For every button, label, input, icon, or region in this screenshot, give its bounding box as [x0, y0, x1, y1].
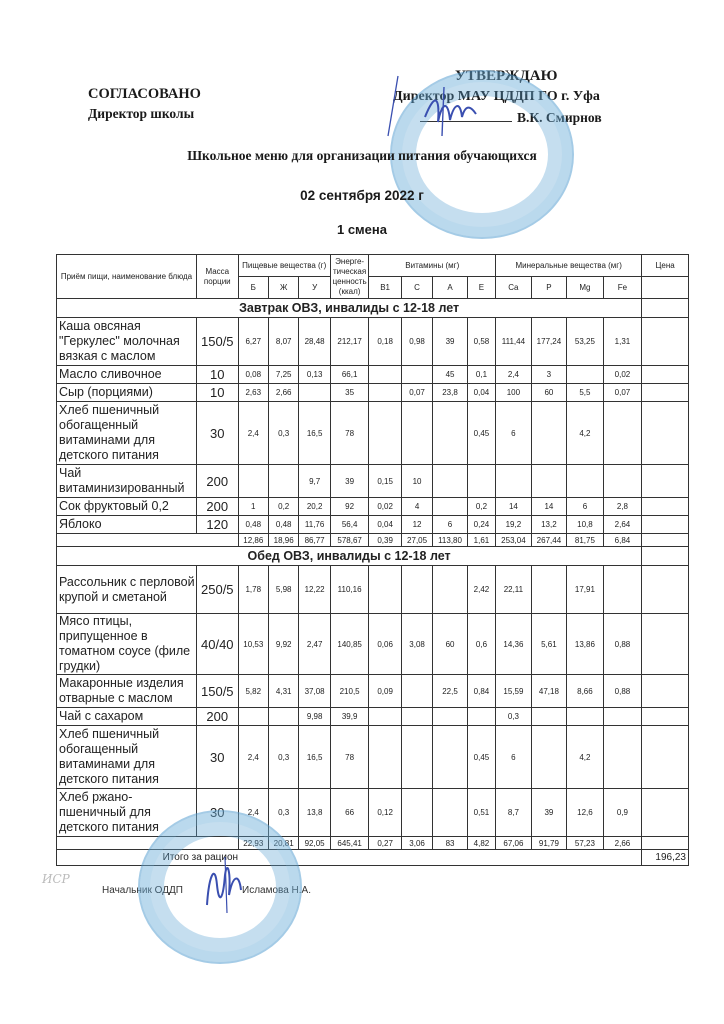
- price-cell: [642, 789, 689, 837]
- col-dish-header: Приём пищи, наименование блюда: [57, 255, 197, 299]
- total-spacer: [238, 850, 642, 866]
- value-c: 0,98: [401, 318, 432, 366]
- value-b: 2,63: [238, 384, 268, 402]
- value-u: 16,5: [299, 726, 330, 789]
- footer-position: Начальник ОДДП: [102, 885, 183, 896]
- value-a: [433, 498, 467, 516]
- subtotal-e: 1,61: [467, 534, 495, 547]
- value-a: [433, 708, 467, 726]
- value-e: 0,6: [467, 614, 495, 675]
- value-p: 60: [531, 384, 567, 402]
- page-title: Школьное меню для организации питания обучающихся: [187, 148, 537, 163]
- value-e: [467, 465, 495, 498]
- value-u: 9,7: [299, 465, 330, 498]
- dish-name: Рассольник с перловой крупой и сметаной: [57, 566, 197, 614]
- value-b1: 0,12: [369, 789, 401, 837]
- value-p: 47,18: [531, 675, 567, 708]
- value-a: [433, 402, 467, 465]
- price-cell: [642, 402, 689, 465]
- dish-mass: 250/5: [196, 566, 238, 614]
- value-c: [401, 708, 432, 726]
- value-c: 0,07: [401, 384, 432, 402]
- table-row: [57, 726, 689, 789]
- table-row: [57, 402, 689, 465]
- table-row: [57, 708, 689, 726]
- menu-date: 02 сентября 2022 г: [300, 188, 424, 203]
- approval-left-position: Директор школы: [88, 106, 195, 121]
- value-zh: 5,98: [268, 566, 298, 614]
- table-row: [57, 465, 689, 498]
- table-row: [57, 516, 689, 534]
- col-c-header: C: [401, 277, 432, 299]
- footer-name: Исламова Н.А.: [242, 885, 312, 896]
- value-kcal: 66: [330, 789, 369, 837]
- value-p: 14: [531, 498, 567, 516]
- value-ca: 15,59: [496, 675, 532, 708]
- subtotal-u: 86,77: [299, 534, 330, 547]
- dish-name: Сок фруктовый 0,2: [57, 498, 197, 516]
- value-e: 2,42: [467, 566, 495, 614]
- dish-mass: 30: [196, 789, 238, 837]
- value-p: 5,61: [531, 614, 567, 675]
- value-a: 45: [433, 366, 467, 384]
- subtotal-row: [57, 534, 689, 547]
- value-mg: [567, 708, 604, 726]
- value-b: [238, 465, 268, 498]
- value-ca: 14,36: [496, 614, 532, 675]
- value-ca: 22,11: [496, 566, 532, 614]
- value-b1: 0,04: [369, 516, 401, 534]
- value-b: 1: [238, 498, 268, 516]
- col-b-header: Б: [238, 277, 268, 299]
- subtotal-ca: 67,06: [496, 837, 532, 850]
- value-b1: [369, 726, 401, 789]
- value-c: 12: [401, 516, 432, 534]
- subtotal-mg: 57,23: [567, 837, 604, 850]
- value-u: 2,47: [299, 614, 330, 675]
- value-zh: 4,31: [268, 675, 298, 708]
- price-cell: [642, 708, 689, 726]
- value-fe: 1,31: [603, 318, 642, 366]
- menu-body: [57, 299, 689, 866]
- value-e: 0,1: [467, 366, 495, 384]
- value-zh: 0,2: [268, 498, 298, 516]
- price-cell: [642, 547, 689, 566]
- value-b: 2,4: [238, 789, 268, 837]
- value-b: 0,08: [238, 366, 268, 384]
- value-fe: 2,8: [603, 498, 642, 516]
- value-u: 9,98: [299, 708, 330, 726]
- value-c: [401, 675, 432, 708]
- value-b1: 0,09: [369, 675, 401, 708]
- total-label: Итого за рацион: [57, 850, 239, 866]
- subtotal-mg: 81,75: [567, 534, 604, 547]
- subtotal-a: 113,80: [433, 534, 467, 547]
- value-mg: 53,25: [567, 318, 604, 366]
- value-u: [299, 384, 330, 402]
- price-cell: [642, 566, 689, 614]
- header-row-1: [57, 255, 689, 277]
- value-zh: 7,25: [268, 366, 298, 384]
- value-a: [433, 566, 467, 614]
- value-a: 22,5: [433, 675, 467, 708]
- value-kcal: 56,4: [330, 516, 369, 534]
- value-fe: [603, 726, 642, 789]
- value-u: 37,08: [299, 675, 330, 708]
- subtotal-e: 4,82: [467, 837, 495, 850]
- dish-mass: 200: [196, 465, 238, 498]
- value-mg: [567, 465, 604, 498]
- value-kcal: 140,85: [330, 614, 369, 675]
- subtotal-b1: 0,27: [369, 837, 401, 850]
- value-p: 13,2: [531, 516, 567, 534]
- subtotal-row: [57, 837, 689, 850]
- dish-name: Сыр (порциями): [57, 384, 197, 402]
- value-b1: 0,06: [369, 614, 401, 675]
- dish-name: Хлеб ржано-пшеничный для детского питания: [57, 789, 197, 837]
- value-zh: 0,48: [268, 516, 298, 534]
- value-b1: [369, 708, 401, 726]
- subtotal-b: 22,93: [238, 837, 268, 850]
- value-b: 2,4: [238, 402, 268, 465]
- price-cell: [642, 726, 689, 789]
- value-fe: 2,64: [603, 516, 642, 534]
- col-ca-header: Ca: [496, 277, 532, 299]
- value-u: 16,5: [299, 402, 330, 465]
- value-e: 0,45: [467, 402, 495, 465]
- value-ca: 100: [496, 384, 532, 402]
- value-u: 12,22: [299, 566, 330, 614]
- value-b: [238, 708, 268, 726]
- value-b: 6,27: [238, 318, 268, 366]
- value-a: 60: [433, 614, 467, 675]
- value-kcal: 110,16: [330, 566, 369, 614]
- dish-mass: 40/40: [196, 614, 238, 675]
- value-kcal: 39: [330, 465, 369, 498]
- subtotal-b: 12,86: [238, 534, 268, 547]
- value-e: [467, 708, 495, 726]
- value-kcal: 35: [330, 384, 369, 402]
- subtotal-c: 27,05: [401, 534, 432, 547]
- value-p: 39: [531, 789, 567, 837]
- col-mg-header: Mg: [567, 277, 604, 299]
- value-zh: [268, 465, 298, 498]
- price-cell: [642, 614, 689, 675]
- value-ca: 0,3: [496, 708, 532, 726]
- value-mg: 6: [567, 498, 604, 516]
- value-fe: [603, 708, 642, 726]
- subtotal-label: [57, 534, 239, 547]
- section-title: Завтрак ОВЗ, инвалиды с 12-18 лет: [57, 299, 642, 318]
- col-energy-header: Энерге-тическая ценность (ккал): [330, 255, 369, 299]
- value-b1: [369, 384, 401, 402]
- value-p: 177,24: [531, 318, 567, 366]
- subtotal-p: 267,44: [531, 534, 567, 547]
- col-b1-header: B1: [369, 277, 401, 299]
- col-vitamins-header: Витамины (мг): [369, 255, 496, 277]
- value-mg: 10,8: [567, 516, 604, 534]
- value-c: [401, 789, 432, 837]
- dish-name: Каша овсяная "Геркулес" молочная вязкая с маслом: [57, 318, 197, 366]
- value-ca: [496, 465, 532, 498]
- approval-left-heading: СОГЛАСОВАНО: [88, 86, 201, 102]
- value-kcal: 66,1: [330, 366, 369, 384]
- value-ca: 2,4: [496, 366, 532, 384]
- value-kcal: 92: [330, 498, 369, 516]
- col-e-header: E: [467, 277, 495, 299]
- subtotal-zh: 20,81: [268, 837, 298, 850]
- value-e: 0,24: [467, 516, 495, 534]
- value-p: [531, 566, 567, 614]
- value-ca: 19,2: [496, 516, 532, 534]
- col-u-header: У: [299, 277, 330, 299]
- value-mg: 13,86: [567, 614, 604, 675]
- dish-mass: 200: [196, 708, 238, 726]
- value-fe: 0,02: [603, 366, 642, 384]
- value-c: 4: [401, 498, 432, 516]
- value-a: 23,8: [433, 384, 467, 402]
- subtotal-kcal: 578,67: [330, 534, 369, 547]
- price-cell: [642, 318, 689, 366]
- table-row: [57, 789, 689, 837]
- margin-note: ИСР: [42, 872, 70, 886]
- value-zh: 0,3: [268, 726, 298, 789]
- value-kcal: 212,17: [330, 318, 369, 366]
- section-row: [57, 299, 689, 318]
- value-fe: [603, 465, 642, 498]
- col-minerals-header: Минеральные вещества (мг): [496, 255, 642, 277]
- value-fe: 0,07: [603, 384, 642, 402]
- price-cell: [642, 534, 689, 547]
- value-b: 2,4: [238, 726, 268, 789]
- section-title: Обед ОВЗ, инвалиды с 12-18 лет: [57, 547, 642, 566]
- price-cell: [642, 366, 689, 384]
- value-zh: 9,92: [268, 614, 298, 675]
- dish-mass: 150/5: [196, 318, 238, 366]
- value-mg: 4,2: [567, 402, 604, 465]
- table-row: [57, 384, 689, 402]
- value-kcal: 210,5: [330, 675, 369, 708]
- value-mg: 4,2: [567, 726, 604, 789]
- subtotal-p: 91,79: [531, 837, 567, 850]
- value-c: [401, 726, 432, 789]
- subtotal-zh: 18,96: [268, 534, 298, 547]
- dish-name: Чай витаминизированный: [57, 465, 197, 498]
- price-cell: [642, 837, 689, 850]
- value-c: 3,08: [401, 614, 432, 675]
- value-b1: [369, 402, 401, 465]
- price-cell: [642, 516, 689, 534]
- value-a: [433, 726, 467, 789]
- total-price: 196,23: [642, 850, 689, 866]
- dish-mass: 10: [196, 384, 238, 402]
- price-cell: [642, 384, 689, 402]
- value-b1: [369, 366, 401, 384]
- value-mg: 12,6: [567, 789, 604, 837]
- value-b: 1,78: [238, 566, 268, 614]
- total-row: [57, 850, 689, 866]
- subtotal-a: 83: [433, 837, 467, 850]
- value-kcal: 39,9: [330, 708, 369, 726]
- price-cell: [642, 465, 689, 498]
- price-cell: [642, 675, 689, 708]
- subtotal-u: 92,05: [299, 837, 330, 850]
- table-row: [57, 366, 689, 384]
- value-ca: 111,44: [496, 318, 532, 366]
- approval-right-heading: УТВЕРЖДАЮ: [455, 68, 558, 84]
- value-kcal: 78: [330, 726, 369, 789]
- value-mg: 17,91: [567, 566, 604, 614]
- subtotal-fe: 2,66: [603, 837, 642, 850]
- value-e: 0,84: [467, 675, 495, 708]
- col-nutrients-header: Пищевые вещества (г): [238, 255, 330, 277]
- value-e: 0,51: [467, 789, 495, 837]
- value-p: [531, 708, 567, 726]
- dish-mass: 30: [196, 402, 238, 465]
- value-e: 0,2: [467, 498, 495, 516]
- col-price-sub: [642, 277, 689, 299]
- col-fe-header: Fe: [603, 277, 642, 299]
- dish-name: Яблоко: [57, 516, 197, 534]
- dish-name: Мясо птицы, припущенное в томатном соусе (филе грудки): [57, 614, 197, 675]
- table-row: [57, 498, 689, 516]
- subtotal-label: [57, 837, 239, 850]
- value-a: [433, 789, 467, 837]
- dish-mass: 10: [196, 366, 238, 384]
- value-b: 5,82: [238, 675, 268, 708]
- value-p: [531, 726, 567, 789]
- value-fe: 0,9: [603, 789, 642, 837]
- dish-mass: 150/5: [196, 675, 238, 708]
- value-b1: [369, 566, 401, 614]
- value-zh: 0,3: [268, 402, 298, 465]
- dish-mass: 30: [196, 726, 238, 789]
- value-p: 3: [531, 366, 567, 384]
- col-mass-header: Масса порции: [196, 255, 238, 299]
- value-kcal: 78: [330, 402, 369, 465]
- value-ca: 6: [496, 402, 532, 465]
- value-zh: [268, 708, 298, 726]
- value-a: 39: [433, 318, 467, 366]
- menu-table: [56, 254, 689, 866]
- value-a: [433, 465, 467, 498]
- signature-line: [420, 121, 512, 122]
- value-b: 10,53: [238, 614, 268, 675]
- subtotal-fe: 6,84: [603, 534, 642, 547]
- approval-right-name: В.К. Смирнов: [517, 110, 602, 125]
- table-row: [57, 566, 689, 614]
- value-e: 0,45: [467, 726, 495, 789]
- value-b1: 0,15: [369, 465, 401, 498]
- value-mg: 5,5: [567, 384, 604, 402]
- value-p: [531, 402, 567, 465]
- col-zh-header: Ж: [268, 277, 298, 299]
- table-row: [57, 675, 689, 708]
- value-e: 0,04: [467, 384, 495, 402]
- approval-right-position: Директор МАУ ЦДДП ГО г. Уфа: [393, 89, 600, 104]
- value-fe: [603, 402, 642, 465]
- dish-name: Чай с сахаром: [57, 708, 197, 726]
- value-ca: 14: [496, 498, 532, 516]
- table-row: [57, 318, 689, 366]
- value-b1: 0,18: [369, 318, 401, 366]
- section-row: [57, 547, 689, 566]
- value-u: 13,8: [299, 789, 330, 837]
- value-u: 0,13: [299, 366, 330, 384]
- dish-mass: 200: [196, 498, 238, 516]
- value-u: 11,76: [299, 516, 330, 534]
- value-ca: 8,7: [496, 789, 532, 837]
- dish-name: Хлеб пшеничный обогащенный витаминами для детского питания: [57, 402, 197, 465]
- price-cell: [642, 498, 689, 516]
- subtotal-kcal: 645,41: [330, 837, 369, 850]
- value-c: [401, 402, 432, 465]
- dish-name: Масло сливочное: [57, 366, 197, 384]
- value-c: 10: [401, 465, 432, 498]
- subtotal-c: 3,06: [401, 837, 432, 850]
- value-fe: 0,88: [603, 614, 642, 675]
- subtotal-ca: 253,04: [496, 534, 532, 547]
- value-mg: 8,66: [567, 675, 604, 708]
- shift-label: 1 смена: [336, 222, 387, 237]
- value-ca: 6: [496, 726, 532, 789]
- price-cell: [642, 299, 689, 318]
- value-zh: 0,3: [268, 789, 298, 837]
- value-c: [401, 566, 432, 614]
- value-a: 6: [433, 516, 467, 534]
- col-p-header: P: [531, 277, 567, 299]
- value-b: 0,48: [238, 516, 268, 534]
- table-row: [57, 614, 689, 675]
- value-c: [401, 366, 432, 384]
- value-u: 28,48: [299, 318, 330, 366]
- col-a-header: A: [433, 277, 467, 299]
- value-e: 0,58: [467, 318, 495, 366]
- dish-name: Макаронные изделия отварные с маслом: [57, 675, 197, 708]
- value-mg: [567, 366, 604, 384]
- dish-name: Хлеб пшеничный обогащенный витаминами для детского питания: [57, 726, 197, 789]
- col-price-header: Цена: [642, 255, 689, 277]
- value-zh: 8,07: [268, 318, 298, 366]
- value-zh: 2,66: [268, 384, 298, 402]
- subtotal-b1: 0,39: [369, 534, 401, 547]
- value-p: [531, 465, 567, 498]
- value-b1: 0,02: [369, 498, 401, 516]
- value-fe: [603, 566, 642, 614]
- dish-mass: 120: [196, 516, 238, 534]
- value-fe: 0,88: [603, 675, 642, 708]
- value-u: 20,2: [299, 498, 330, 516]
